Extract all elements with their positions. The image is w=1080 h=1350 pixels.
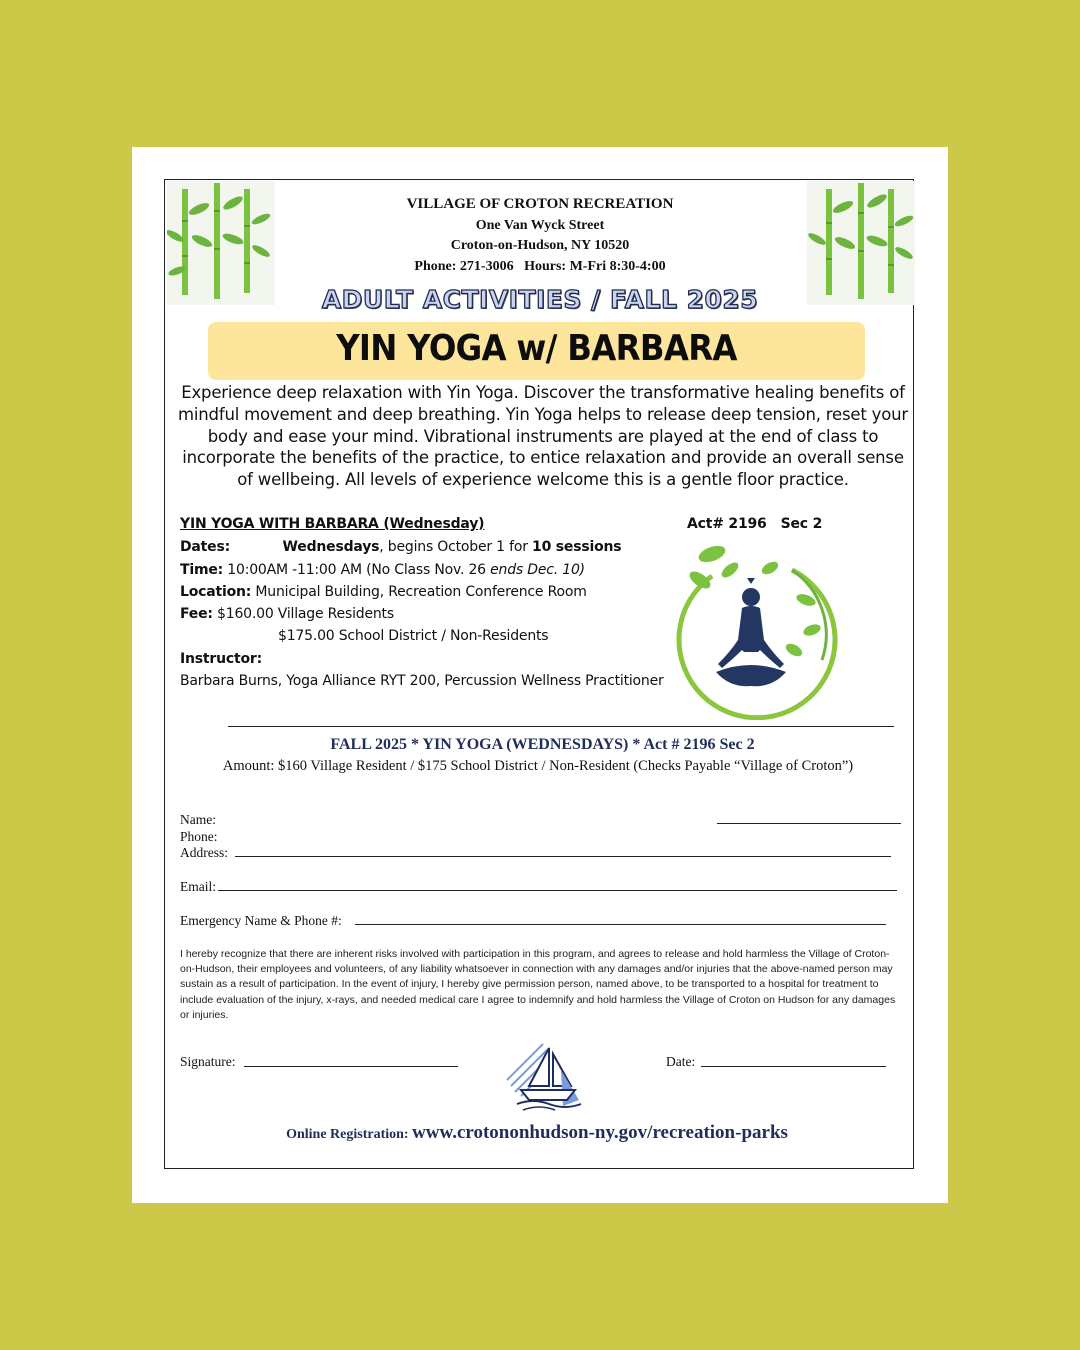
sailboat-logo-image xyxy=(503,1040,587,1114)
location-row xyxy=(180,584,587,600)
address-label: Address: xyxy=(180,845,228,860)
date-label: Date: xyxy=(666,1054,696,1069)
instructor-label: Instructor: xyxy=(180,651,262,667)
dates-sessions: 10 sessions xyxy=(532,539,622,555)
fee-label: Fee: xyxy=(180,606,213,622)
description: Experience deep relaxation with Yin Yoga. Discover the transformative healing benefits of mindful movement and deep breathing. Yin Yoga helps to release deep tension, reset your body and ease your mind. Vibrational instruments are played at the end of class to incorporate the benefits of the practice, to entice relaxation and provide an overall sense of wellbeing. All levels of experience welcome this is a gentle floor practice. xyxy=(178,383,908,490)
name-label: Name: xyxy=(180,812,216,827)
meditation-logo-image xyxy=(672,540,842,720)
org-name: VILLAGE OF CROTON RECREATION xyxy=(406,196,674,212)
city-address: Croton-on-Hudson, NY 10520 xyxy=(450,238,630,253)
address-field[interactable] xyxy=(235,856,891,857)
email-field[interactable] xyxy=(218,890,897,891)
dates-day: Wednesdays xyxy=(282,539,380,555)
instructor-value: Barbara Burns, Yoga Alliance RYT 200, Percussion Wellness Practitioner xyxy=(180,673,664,689)
activity-number: Act# 2196 Sec 2 xyxy=(687,516,823,532)
time-row xyxy=(180,562,585,578)
signature-label: Signature: xyxy=(180,1054,236,1069)
fee-nonresident: $175.00 School District / Non-Residents xyxy=(278,628,549,644)
location-value: Municipal Building, Recreation Conference Room xyxy=(251,584,587,600)
fee-resident: $160.00 Village Residents xyxy=(212,606,394,622)
form-amount: Amount: $160 Village Resident / $175 School District / Non-Resident (Checks Payable “Village of Croton”) xyxy=(222,758,854,774)
dates-label: Dates: xyxy=(180,539,230,555)
dates-begins: , begins October 1 for xyxy=(379,539,533,555)
location-label: Location: xyxy=(180,584,252,600)
time-value: 10:00AM -11:00 AM (No Class Nov. 26 xyxy=(223,562,491,578)
phone-hours: Phone: 271-3006 Hours: M-Fri 8:30-4:00 xyxy=(414,259,666,274)
time-ends: ends Dec. 10) xyxy=(490,562,585,578)
page-title: YIN YOGA w/ BARBARA xyxy=(336,328,737,369)
signature-field[interactable] xyxy=(244,1066,458,1067)
emergency-label: Emergency Name & Phone #: xyxy=(180,913,342,928)
online-registration xyxy=(0,1122,1074,1144)
banner-heading: ADULT ACTIVITIES / FALL 2025 xyxy=(321,285,759,314)
form-heading: FALL 2025 * YIN YOGA (WEDNESDAYS) * Act # 2196 Sec 2 xyxy=(330,736,755,753)
name-field[interactable] xyxy=(717,823,901,824)
online-label: Online Registration: xyxy=(286,1127,413,1142)
date-field[interactable] xyxy=(701,1066,886,1067)
registration-url-link[interactable]: www.crotononhudson-ny.gov/recreation-parks xyxy=(412,1122,788,1143)
phone-label: Phone: xyxy=(180,829,218,844)
class-heading: YIN YOGA WITH BARBARA (Wednesday) xyxy=(180,516,485,532)
street-address: One Van Wyck Street xyxy=(475,218,605,233)
emergency-field[interactable] xyxy=(355,924,886,925)
time-label: Time: xyxy=(180,562,224,578)
section-divider xyxy=(228,726,894,727)
liability-waiver: I hereby recognize that there are inherent risks involved with participation in this program, and agrees to release and hold harmless the Village of Croton-on-Hudson, their employees and volunteers, of any liability whatsoever in connection with any damages and/or injuries that the above-named person may sustain as a result of participation. In the event of injury, I hereby give permission person, named above, to be transported to a hospital for treatment to include evaluation of the injury, x-rays, and needed medical care I agree to indemnify and hold harmless the Village of Croton on Hudson for any damages or injuries. xyxy=(180,948,896,1021)
dates-row xyxy=(180,539,621,555)
fee-row xyxy=(180,606,394,622)
email-label: Email: xyxy=(180,879,216,894)
